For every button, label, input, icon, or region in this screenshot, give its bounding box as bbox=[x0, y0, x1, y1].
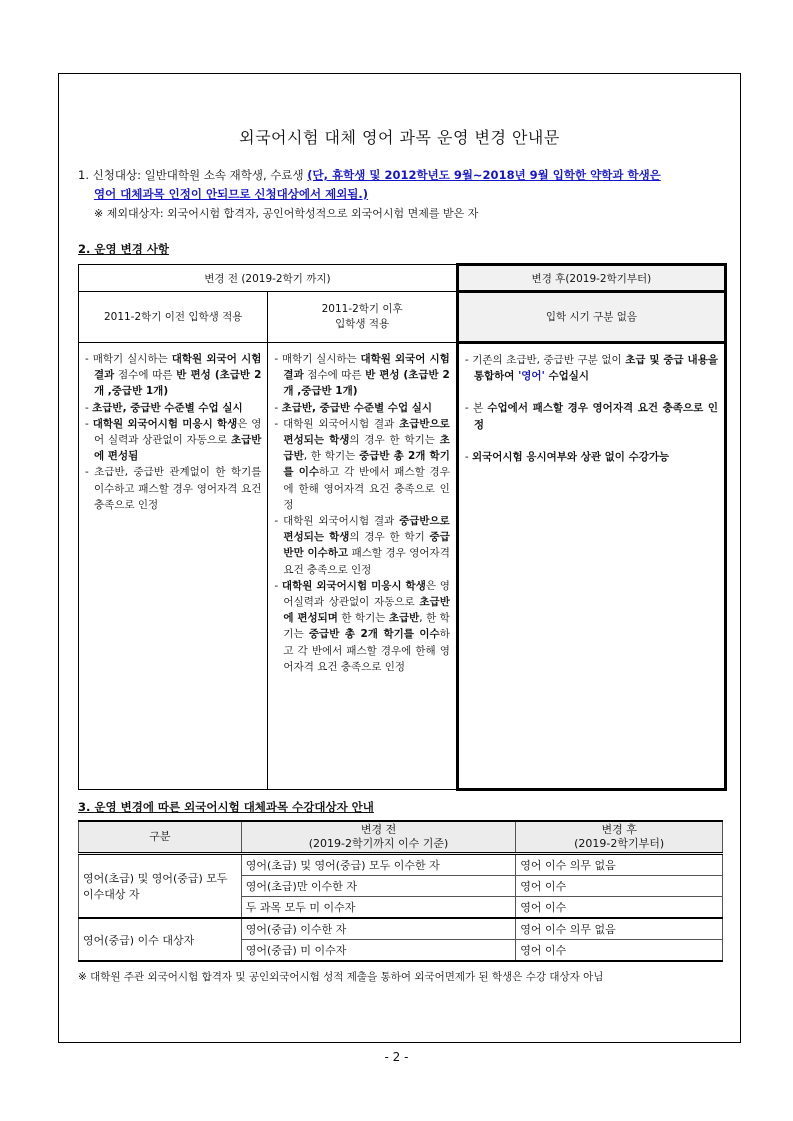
bold-text: 외국어시험 응시여부와 상관 없이 수강가능 bbox=[471, 450, 670, 463]
text: 패스할 경우 영어자격 요건 충족으로 인정 bbox=[283, 547, 450, 576]
col3-body bbox=[457, 343, 725, 790]
after-cell: 영어 이수 bbox=[516, 876, 723, 897]
text: 은 영어 실력과 상관없이 자동으로 bbox=[94, 417, 262, 447]
bold-text: 중급반 총 2개 학기를 이수 bbox=[308, 628, 440, 641]
section2-heading: 2. 운영 변경 사항 bbox=[78, 242, 170, 256]
after-header: 변경 후(2019-2학기부터) bbox=[457, 265, 725, 292]
col2-item bbox=[274, 351, 449, 400]
text: 대학원 외국어시험 결과 bbox=[283, 515, 400, 528]
bold-text: 중급반만 이수하고 bbox=[283, 531, 450, 560]
footnote: ※ 대학원 주관 외국어시험 합격자 및 공인외국어시험 성적 제출을 통하여 외국어면제가 된 학생은 수강 대상자 아님 bbox=[78, 971, 604, 983]
text: 의 경우 한 학기는 bbox=[349, 434, 440, 447]
text: 대학원 외국어시험 결과 bbox=[283, 417, 400, 430]
group2-cell: 영어(중급) 이수 대상자 bbox=[79, 918, 242, 961]
group1-cell: 영어(초급) 및 영어(중급) 모두 이수대상 자 bbox=[79, 854, 242, 919]
before-cell: 두 과목 모두 미 이수자 bbox=[241, 897, 516, 919]
col2-item bbox=[274, 513, 449, 578]
table-row bbox=[79, 918, 723, 940]
bold-text: 대학원 외국어 시험 결과 bbox=[94, 353, 262, 382]
text: 은 영어실력과 상관없이 자동으로 bbox=[283, 579, 450, 609]
col1-item bbox=[85, 400, 261, 416]
text: 하고 각 반에서 패스할 경우에 한해 영어자격 요건 충족으로 인정 bbox=[283, 628, 450, 673]
bold-text: 초급반에 편성되며 bbox=[283, 596, 450, 625]
page-number: - 2 - bbox=[384, 1050, 409, 1064]
col1-header: 2011-2학기 이전 입학생 적용 bbox=[79, 292, 268, 343]
text: 의 경우 한 학기 bbox=[349, 531, 430, 544]
text: 하고 각 반에서 패스할 경우에 한해 영어자격 요건 충족으로 인정 bbox=[283, 466, 450, 511]
eligibility-exception-cont: 영어 대체과목 인정이 안되므로 신청대상에서 제외됨.) bbox=[94, 187, 369, 201]
text: 점수에 따른 bbox=[114, 369, 177, 382]
text: 한 학기는 bbox=[337, 612, 389, 625]
text: 매학기 실시하는 bbox=[281, 353, 361, 365]
text: 본 bbox=[472, 402, 488, 415]
change-table bbox=[78, 263, 727, 791]
bold-text: 반 편성 (초급반 2개 ,중급반 1개) bbox=[283, 369, 450, 398]
col3-item bbox=[465, 400, 718, 432]
text: , 한 학기는 bbox=[283, 612, 450, 641]
bold-text: 초급반에 편성됨 bbox=[94, 434, 262, 463]
text: 점수에 따른 bbox=[303, 369, 366, 382]
target-table bbox=[78, 820, 723, 962]
after-cell: 영어 이수 의무 없음 bbox=[516, 918, 723, 940]
col3-header: 입학 시기 구분 없음 bbox=[457, 292, 725, 343]
bold-text: 대학원 외국어 시험 결과 bbox=[283, 353, 450, 382]
document-title: 외국어시험 대체 영어 과목 운영 변경 안내문 bbox=[239, 128, 560, 147]
bold-text: 중급반으로 편성되는 학생 bbox=[283, 515, 450, 544]
col1-item bbox=[85, 351, 261, 400]
col2-body bbox=[268, 343, 457, 790]
text: 초급반, 중급반 관계없이 한 학기를 이수하고 패스할 경우 영어자격 요건 충족으로 인정 bbox=[94, 466, 262, 511]
text: , 한 학기는 bbox=[303, 450, 360, 463]
bold-text: 초급반 bbox=[283, 434, 450, 463]
bold-text: 수업실시 bbox=[544, 370, 590, 383]
bold-text: 초급반으로 편성되는 학생 bbox=[283, 417, 450, 447]
eligibility-paragraph bbox=[78, 166, 728, 223]
exclusion-note: ※ 제외대상자: 외국어시험 합격자, 공인어학성적으로 외국어시험 면제를 받은 자 bbox=[94, 207, 479, 220]
before-cell: 영어(중급) 이수한 자 bbox=[241, 918, 516, 940]
before-cell: 영어(초급) 및 영어(중급) 모두 이수한 자 bbox=[241, 854, 516, 876]
bold-text: 초급반 bbox=[388, 612, 420, 625]
col2-item bbox=[274, 578, 449, 675]
col2-item bbox=[274, 400, 449, 416]
after-cell: 영어 이수 의무 없음 bbox=[516, 854, 723, 876]
text: 기존의 초급반, 중급반 구분 없이 bbox=[472, 354, 626, 366]
group-header: 구분 bbox=[79, 821, 242, 854]
eligibility-target: 1. 신청대상: 일반대학원 소속 재학생, 수료생 bbox=[78, 168, 308, 182]
text: 매학기 실시하는 bbox=[92, 353, 172, 365]
bold-text: 반 편성 (초급반 2개 ,중급반 1개) bbox=[94, 369, 262, 398]
col1-item bbox=[85, 416, 261, 465]
bold-text: 중급반 총 2개 학기를 이수 bbox=[283, 450, 450, 479]
bold-text: 대학원 외국어시험 미응시 학생 bbox=[92, 417, 238, 430]
col3-item bbox=[465, 352, 718, 384]
before-cell: 영어(초급)만 이수한 자 bbox=[241, 876, 516, 897]
col2-item bbox=[274, 416, 449, 513]
bold-text: 초급반, 중급반 수준별 수업 실시 bbox=[281, 401, 433, 414]
col1-item bbox=[85, 464, 261, 513]
col2-list bbox=[274, 351, 449, 675]
after-cell: 영어 이수 bbox=[516, 940, 723, 962]
bold-text: '영어' bbox=[518, 370, 545, 383]
after-col-header: 변경 후 (2019-2학기부터) bbox=[516, 821, 723, 854]
col3-list bbox=[465, 352, 718, 465]
col3-item bbox=[465, 449, 718, 465]
col1-list bbox=[85, 351, 261, 513]
before-header: 변경 전 (2019-2학기 까지) bbox=[79, 265, 458, 292]
table-row bbox=[79, 854, 723, 876]
bold-text: 대학원 외국어시험 미응시 학생 bbox=[281, 579, 426, 592]
after-cell: 영어 이수 bbox=[516, 897, 723, 919]
section3-heading: 3. 운영 변경에 따른 외국어시험 대체과목 수강대상자 안내 bbox=[78, 800, 374, 814]
before-cell: 영어(중급) 미 이수자 bbox=[241, 940, 516, 962]
eligibility-exception: (단, 휴학생 및 2012학년도 9월~2018년 9월 입학한 약학과 학생은 bbox=[307, 168, 661, 182]
col1-body bbox=[79, 343, 268, 790]
eligibility-line-1 bbox=[78, 166, 728, 185]
col2-header: 2011-2학기 이후 입학생 적용 bbox=[268, 292, 457, 343]
eligibility-line-2 bbox=[78, 185, 728, 204]
bold-text: 초급반, 중급반 수준별 수업 실시 bbox=[92, 401, 243, 414]
bold-text: 수업에서 패스할 경우 영어자격 요건 충족으로 인정 bbox=[473, 402, 718, 431]
before-col-header: 변경 전 (2019-2학기까지 이수 기준) bbox=[241, 821, 516, 854]
bold-text: 초급 및 중급 내용을 통합하여 bbox=[473, 354, 718, 383]
